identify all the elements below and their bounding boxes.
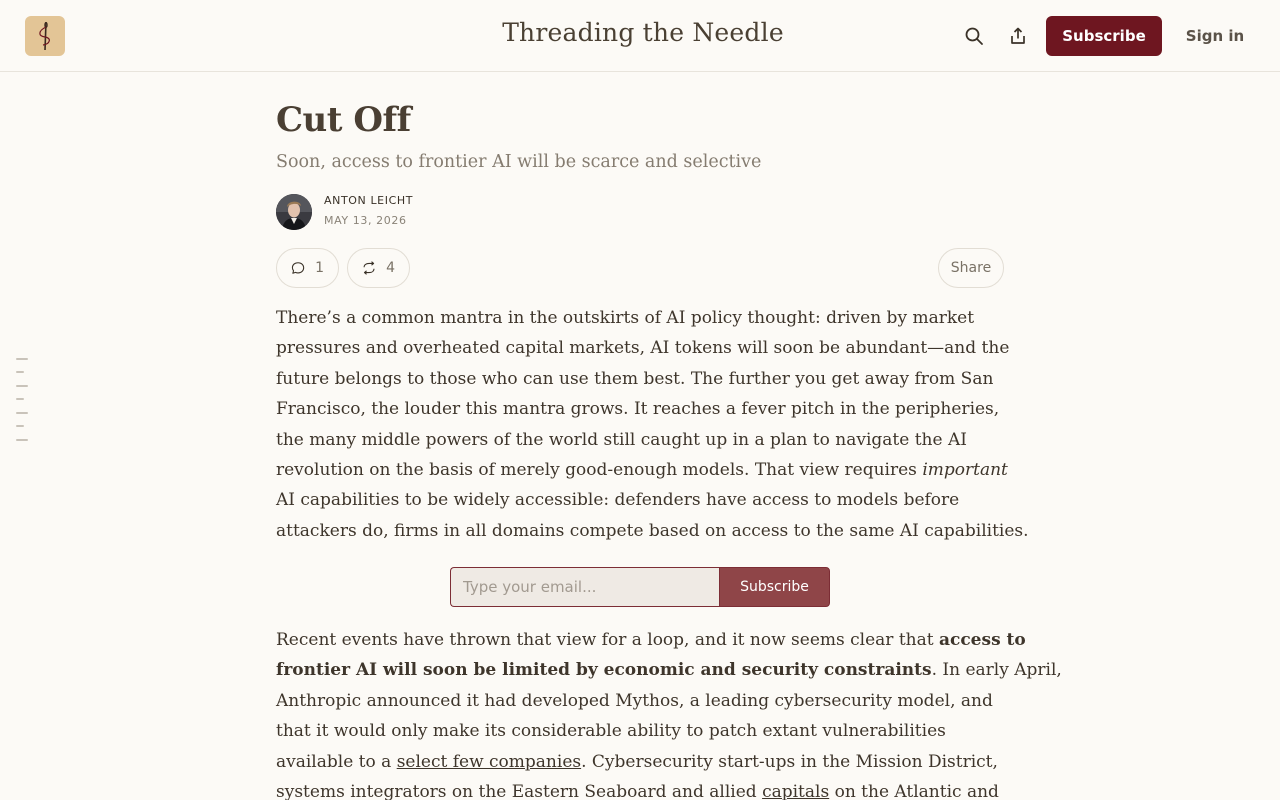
- text-line: [276, 655, 1062, 685]
- text-line: Francisco, the louder this mantra grows. It reaches a fever pitch in the peripheries,: [276, 399, 1000, 420]
- text-segment: . In early April,: [931, 660, 1062, 681]
- publish-date: MAY 13, 2026: [324, 214, 407, 227]
- text-line: There’s a common mantra in the outskirts of AI policy thought: driven by market: [276, 308, 975, 328]
- share-button[interactable]: Share: [938, 248, 1004, 288]
- comments-button[interactable]: [276, 248, 339, 288]
- email-field[interactable]: [450, 567, 719, 607]
- text-segment: Recent events have thrown that view for a loop, and it now seems clear that: [276, 630, 939, 650]
- text-line: AI capabilities to be widely accessible: defenders have access to models before: [276, 490, 960, 511]
- text-line: Anthropic announced it had developed Mythos, a leading cybersecurity model, and: [276, 690, 993, 711]
- text-line: [276, 625, 1026, 655]
- toc-item[interactable]: [16, 385, 28, 387]
- emphasis-text: important: [922, 459, 1008, 480]
- search-icon[interactable]: [962, 24, 986, 48]
- sign-in-link[interactable]: Sign in: [1185, 27, 1245, 45]
- site-header: [0, 0, 1280, 72]
- text-line: the many middle powers of the world still caught up in a plan to navigate the AI: [276, 429, 967, 450]
- bold-text: access to: [938, 630, 1026, 650]
- author-name[interactable]: ANTON LEICHT: [324, 194, 414, 207]
- text-line: [276, 747, 1004, 777]
- header-subscribe-button[interactable]: Subscribe: [1046, 16, 1162, 56]
- toc-item[interactable]: [16, 439, 28, 441]
- comments-count: 1: [315, 260, 324, 276]
- text-line: [276, 455, 1008, 485]
- inline-subscribe-form: [450, 567, 830, 607]
- toc-item[interactable]: [16, 425, 24, 427]
- text-line: pressures and overheated capital markets, AI tokens will soon be abundant—and the: [276, 338, 1010, 359]
- share-upload-icon[interactable]: [1006, 24, 1030, 48]
- toc-item[interactable]: [16, 412, 28, 414]
- capitals-link[interactable]: capitals: [762, 781, 830, 800]
- article-paragraph-1: [276, 303, 1029, 546]
- bold-text: frontier AI will soon be limited by economic and security constraints: [276, 660, 932, 681]
- text-segment: . Cybersecurity start-ups in the Mission District,: [581, 751, 998, 772]
- toc-item[interactable]: [16, 398, 24, 400]
- toc-item[interactable]: [16, 358, 28, 360]
- text-line: [276, 777, 1004, 800]
- site-title[interactable]: Threading the Needle: [502, 18, 784, 47]
- restacks-count: 4: [386, 260, 395, 276]
- toc-item[interactable]: [16, 371, 24, 373]
- comment-bubble-icon: [291, 258, 305, 278]
- text-line: future belongs to those who can use them best. The further you get away from San: [276, 368, 994, 389]
- article-paragraph-2: [276, 625, 1062, 800]
- text-segment: available to a: [276, 751, 397, 772]
- text-line: that it would only make its considerable ability to patch extant vulnerabilities: [276, 721, 946, 742]
- article-title: Cut Off: [276, 100, 411, 140]
- text-segment: on the Atlantic and: [829, 781, 999, 800]
- text-segment: revolution on the basis of merely good-enough models. That view requires: [276, 459, 923, 480]
- avatar[interactable]: [276, 194, 312, 230]
- restack-icon: [362, 258, 376, 278]
- restack-button[interactable]: [347, 248, 410, 288]
- inline-subscribe-button[interactable]: Subscribe: [719, 567, 830, 607]
- select-few-companies-link[interactable]: select few companies: [396, 751, 582, 772]
- text-segment: systems integrators on the Eastern Seaboard and allied: [276, 781, 763, 800]
- article-subtitle: Soon, access to frontier AI will be scarce and selective: [276, 152, 762, 172]
- text-line: attackers do, firms in all domains compete based on access to the same AI capabilities.: [276, 520, 1029, 541]
